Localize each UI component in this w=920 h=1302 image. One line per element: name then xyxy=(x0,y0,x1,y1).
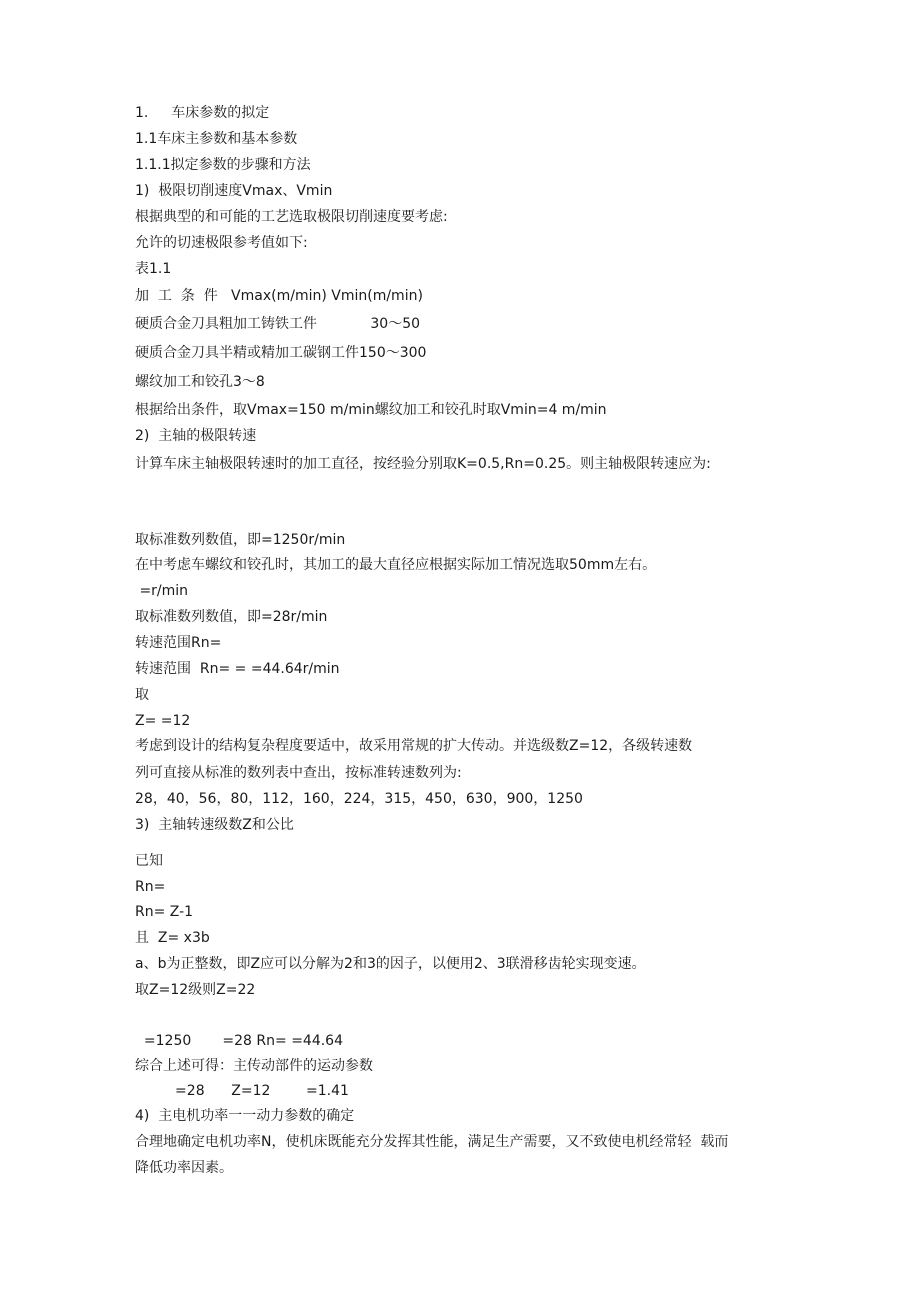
table-caption: 表1.1 xyxy=(135,261,172,277)
paragraph: 取标准数列数值，即=28r/min xyxy=(135,609,328,625)
paragraph: 计算车床主轴极限转速时的加工直径，按经验分别取K=0.5,Rn=0.25。则主轴极限转速应为: xyxy=(135,456,711,472)
subsection-1: 1) 极限切削速度Vmax、Vmin xyxy=(135,183,333,199)
formula-line: =1250 =28 Rn= =44.64 xyxy=(135,1033,343,1049)
formula-line: =28 Z=12 =1.41 xyxy=(135,1083,349,1099)
subsection-2: 2) 主轴的极限转速 xyxy=(135,428,257,444)
paragraph: 取标准数列数值，即=1250r/min xyxy=(135,532,346,548)
section-heading-1: 1. 车床参数的拟定 xyxy=(135,105,270,121)
paragraph: 根据给出条件，取Vmax=150 m/min螺纹加工和铰孔时取Vmin=4 m/min xyxy=(135,402,607,418)
formula-line: 取Z=12级则Z=22 xyxy=(135,982,256,998)
subsection-3: 3) 主轴转速级数Z和公比 xyxy=(135,817,294,833)
table-header: 加 工 条 件 Vmax(m/min) Vmin(m/min) xyxy=(135,288,423,304)
table-row: 硬质合金刀具粗加工铸铁工件 30〜50 xyxy=(135,316,421,332)
paragraph: 合理地确定电机功率N，使机床既能充分发挥其性能，满足生产需要，又不致使电机经常轻 载而 xyxy=(135,1134,729,1150)
section-heading-1-1: 1.1车床主参数和基本参数 xyxy=(135,131,298,147)
paragraph: 在中考虑车螺纹和铰孔时，其加工的最大直径应根据实际加工情况选取50mm左右。 xyxy=(135,557,657,573)
formula-line: Rn= Z-1 xyxy=(135,904,194,920)
subsection-4: 4) 主电机功率一一动力参数的确定 xyxy=(135,1108,355,1124)
paragraph: 已知 xyxy=(135,853,163,869)
formula-line: 转速范围 Rn= = =44.64r/min xyxy=(135,661,340,677)
speed-series: 28，40，56，80，112，160，224，315，450，630，900，1250 xyxy=(135,791,583,807)
paragraph: a、b为正整数，即Z应可以分解为2和3的因子，以便用2、3联滑移齿轮实现变速。 xyxy=(135,956,646,972)
formula-line: 转速范围Rn= xyxy=(135,635,222,651)
paragraph: 列可直接从标准的数列表中查出，按标准转速数列为: xyxy=(135,765,462,781)
paragraph: 降低功率因素。 xyxy=(135,1160,233,1176)
table-row: 螺纹加工和铰孔3〜8 xyxy=(135,374,265,390)
formula-line: 且 Z= x3b xyxy=(135,930,210,946)
paragraph: 允许的切速极限参考值如下: xyxy=(135,235,308,251)
formula-line: Z= =12 xyxy=(135,713,191,729)
paragraph: 根据典型的和可能的工艺选取极限切削速度要考虑: xyxy=(135,209,448,225)
paragraph: 综合上述可得：主传动部件的运动参数 xyxy=(135,1058,373,1074)
section-heading-1-1-1: 1.1.1拟定参数的步骤和方法 xyxy=(135,157,311,173)
formula-line: 取 xyxy=(135,687,149,703)
formula-line: Rn= xyxy=(135,879,166,895)
paragraph: 考虑到设计的结构复杂程度要适中，故采用常规的扩大传动。并选级数Z=12，各级转速数 xyxy=(135,738,693,754)
table-row: 硬质合金刀具半精或精加工碳钢工件150〜300 xyxy=(135,345,427,361)
formula-line: =r/min xyxy=(135,583,189,599)
